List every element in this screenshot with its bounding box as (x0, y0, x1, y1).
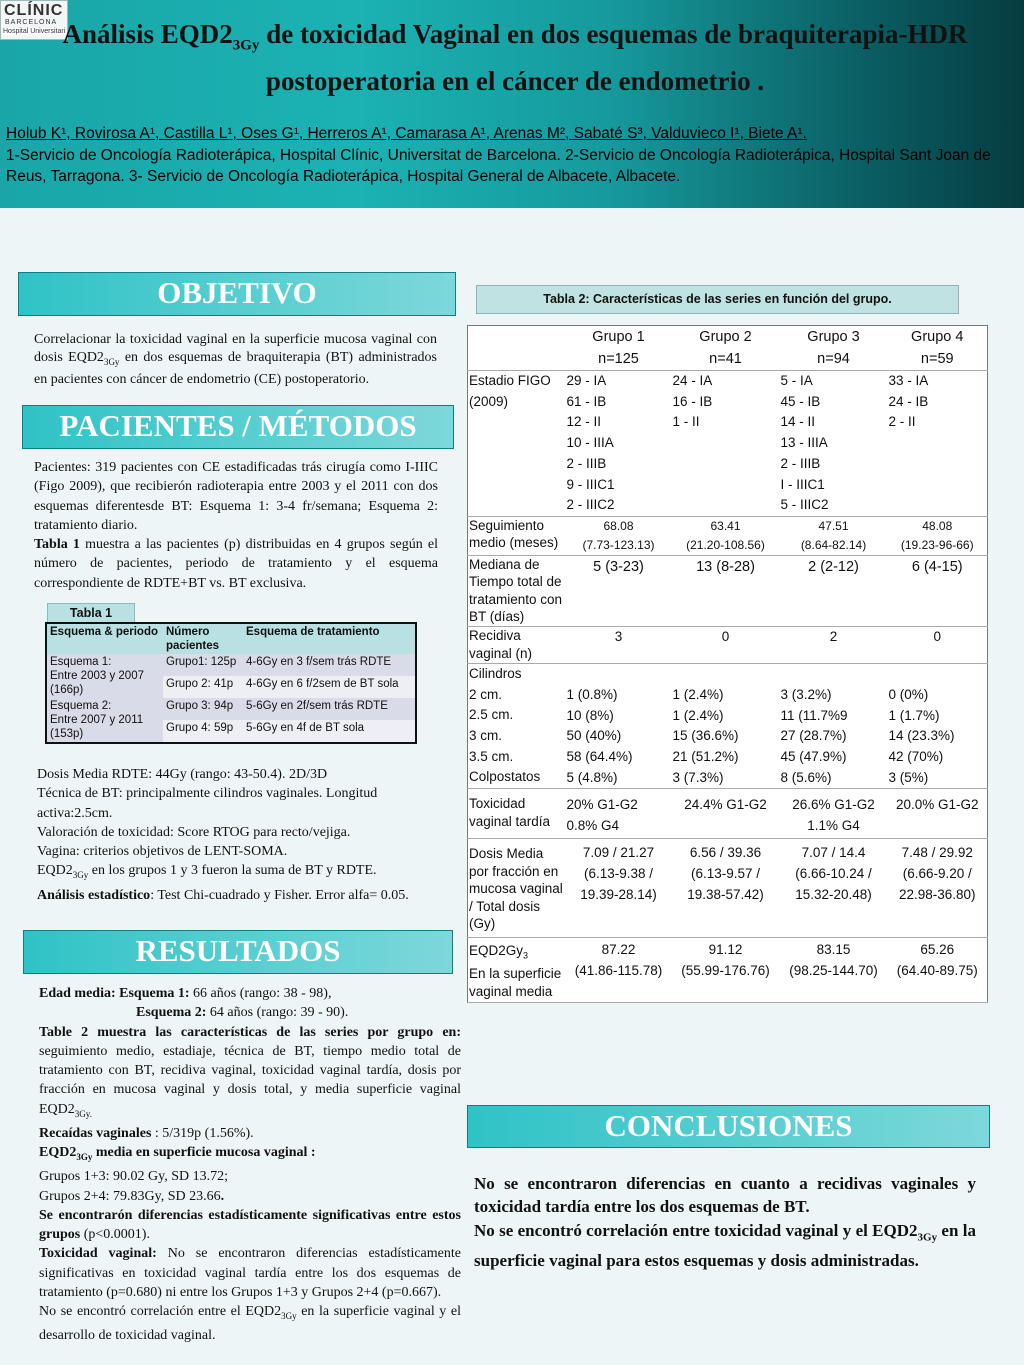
resultados-text: Edad media: Esquema 1: 66 años (rango: 38 - 98), Esquema 2: 64 años (rango: 39 - 90). Table 2 muestra las características de las series por grupo en: seguimiento medio, estadiaje, técnica de BT, tiempo medio total de tratamiento con BT, recidiva vaginal, toxicidad vaginal tardía, dosis por fracción en mucosa vaginal y dosis total, y media superficie vaginal $EQD2_{3Gy.}$ Recaídas vaginales : 5/319p (1.56%). $EQD2_{3Gy}$ media en superficie mucosa vaginal : Grupos 1+3: 90.02 Gy, SD 13.72; Grupos 2+4: 79.83Gy, SD 23.66. Se encontrarón diferencias estadísticamente significativas entre estos grupos (p<0.0001). Toxicidad vaginal: No se encontraron diferencias estadísticamente significativas en toxicidad vaginal tardía entre los dos esquemas de tratamiento (p=0.680) ni entre los Grupos 1+3 y Grupos 2+4 (p=0.667). No se encontró correlación entre el $EQD2_{3Gy}$ en la superficie vaginal y el desarrollo de toxicidad vaginal. (39, 986, 461, 1344)
row-label (468, 371, 566, 517)
cell-line: 5 - IA (780, 373, 813, 388)
cell (566, 937, 672, 1002)
objetivo-text: Correlacionar la toxicidad vaginal en la superficie mucosa vaginal con dosis $EQD2_{3Gy}$ en dos esquemas de braquiterapia (BT) administrados en pacientes con cáncer de endometrio (CE) postoperatorio. (34, 332, 437, 387)
cell: 13 (8-28) (672, 555, 780, 626)
table-row (468, 516, 988, 555)
cell-line: 48.08 (922, 518, 953, 533)
header-cell: Esquema & periodo (46, 623, 163, 654)
cell (888, 663, 988, 789)
poster-title: Análisis $EQD2_{3Gy}$ de toxicidad Vaginal en dos esquemas de braquiterapia-HDR postoperatoria en el cáncer de endometrio . (62, 19, 968, 97)
authors-block (6, 123, 1021, 188)
resultados-heading: RESULTADOS (23, 930, 453, 974)
cell-line: 33 - IA (888, 373, 929, 388)
cell-line: 58 (64.4%) (566, 749, 633, 765)
logo-sub: BARCELONA (5, 19, 58, 26)
cell: 2 (780, 626, 888, 663)
cell-line: 20.0% G1-G2 (895, 797, 979, 813)
cell: 3 (566, 626, 672, 663)
cell-line: n=59 (920, 351, 954, 367)
cell: 0 (888, 626, 988, 663)
group-header (672, 326, 780, 371)
cell-line: 14 - II (780, 414, 816, 430)
cell (888, 937, 988, 1002)
cell-line: n=41 (709, 351, 742, 367)
table-row (468, 371, 988, 517)
cell-line: 45 (47.9%) (780, 749, 847, 765)
cell-line: (2009) (469, 393, 509, 409)
cell (780, 839, 888, 938)
table-row (46, 698, 416, 720)
cell-line: 87.22 (601, 941, 636, 957)
table-row (468, 937, 988, 1002)
cell-line: 9 - IIIC1 (566, 476, 615, 492)
metodos-heading: PACIENTES / MÉTODOS (22, 405, 454, 449)
cell (672, 937, 780, 1002)
cell-line: n=125 (598, 351, 639, 367)
cell-line: 68.08 (603, 518, 634, 533)
cell-line: Grupo 4 (911, 329, 964, 345)
cell (888, 371, 988, 517)
row-label: Seguimiento medio (meses) (468, 516, 566, 555)
table-row (468, 663, 988, 789)
cell-line: 1 - II (672, 414, 700, 430)
metodos-text: Pacientes: 319 pacientes con CE estadificadas trás cirugía como I-IIIC (Figo 2009), que recibierón radioterapia entre 2003 y el 2011 con dos esquemas diferentesde BT: Esquema 1: 3-4 fr/semana; Esquema 2: tratamiento diario. Tabla 1 muestra a las pacientes (p) distribuidas en 4 grupos según el número de pacientes, periodo de tratamiento y el esquema correspondiente de RDTE+BT vs. BT exclusiva. (34, 460, 438, 591)
cell: 4-6Gy en 3 f/sem trás RDTE (243, 654, 416, 676)
cell: Grupo 2: 41p (163, 676, 243, 698)
cell-line: 42 (70%) (888, 749, 944, 765)
cell (566, 516, 672, 555)
cell (672, 789, 780, 839)
cell (780, 663, 888, 789)
cell: Grupo 4: 59p (163, 720, 243, 743)
cell-line: 50 (40%) (566, 728, 622, 744)
table-row (468, 789, 988, 839)
cell-line: 2 cm. (469, 686, 503, 702)
cell-line: 24 - IA (672, 373, 713, 388)
cell-line: 1 (0.8%) (566, 686, 618, 702)
cell-line: 15.32-20.48) (795, 886, 872, 902)
header-cell: Número pacientes (163, 623, 243, 654)
cell-line: 1.1% G4 (807, 818, 860, 834)
cell (888, 516, 988, 555)
metodos-details: Dosis Media RDTE: 44Gy (rango: 43-50.4). 2D/3D Técnica de BT: principalmente cilindros vaginales. Longitud activa:2.5cm. Valoración de toxicidad: Score RTOG para recto/vejiga. Vagina: criterios objetivos de LENT-SOMA. $EQD2_{3Gy}$ en los grupos 1 y 3 fueron la suma de BT y RDTE. Análisis estadístico: Test Chi-cuadrado y Fisher. Error alfa= 0.05. (37, 767, 409, 903)
cell-line: 2 - IIIB (566, 455, 607, 471)
cell-line: 16 - IB (672, 393, 713, 409)
cell-line: 2 - IIIC2 (566, 497, 615, 513)
objetivo-heading: OBJETIVO (18, 272, 456, 316)
conclusiones-heading: CONCLUSIONES (467, 1105, 990, 1148)
cell-line: 1 (1.7%) (888, 707, 940, 723)
cell: Esquema 2: Entre 2007 y 2011 (153p) (46, 698, 163, 743)
cell-line: 0.8% G4 (566, 818, 620, 834)
header-cell: Esquema de tratamiento (243, 623, 416, 654)
cell-line: En la superficie vaginal media (469, 966, 562, 999)
tabla2 (467, 325, 988, 1003)
cell (566, 789, 672, 839)
cell (888, 839, 988, 938)
cell: 2 (2-12) (780, 555, 888, 626)
row-label (468, 663, 566, 789)
cell-line: 6.56 / 39.36 (689, 845, 762, 861)
cell-line: 47.51 (818, 518, 849, 533)
cell-line: 22.98-36.80) (898, 886, 976, 902)
tabla1-caption: Tabla 1 (47, 603, 135, 624)
cell-line: 3 (3.2%) (780, 686, 832, 702)
cell-text: 3 (523, 950, 529, 961)
cell-line: n=94 (817, 351, 850, 367)
conclusiones-text: No se encontraron diferencias en cuanto a recidivas vaginales y toxicidad tardía entre los dos esquemas de BT. No se encontró correlación entre toxicidad vaginal y el $EQD2_{3Gy}$ en la superficie vaginal para estos esquemas y dosis administradas. (474, 1174, 976, 1271)
cell-line: 1 (2.4%) (672, 686, 724, 702)
cell-line: (6.13-9.38 / (583, 866, 654, 882)
cell-line: 19.38-57.42) (687, 886, 764, 902)
cell-line: (55.99-176.76) (681, 962, 770, 978)
cell-text: EQD2Gy (469, 942, 524, 958)
cell: 5 (3-23) (566, 555, 672, 626)
cell (888, 789, 988, 839)
cell-line: 63.41 (710, 518, 741, 533)
cell: 4-6Gy en 6 f/2sem de BT sola (243, 676, 416, 698)
cell-line: Grupo 1 (592, 329, 645, 345)
cell: 5-6Gy en 2f/sem trás RDTE (243, 698, 416, 720)
cell-line: 24.4% G1-G2 (684, 797, 767, 813)
table-row (468, 626, 988, 663)
cell (566, 371, 672, 517)
cell: Grupo 3: 94p (163, 698, 243, 720)
cell (566, 663, 672, 789)
cell-line: 19.39-28.14) (580, 886, 657, 902)
group-header (780, 326, 888, 371)
cell-line: 21 (51.2%) (672, 749, 739, 765)
cell (566, 839, 672, 938)
cell-line: (6.66-9.20 / (902, 866, 972, 882)
cell-line: (8.64-82.14) (800, 537, 867, 552)
cell (780, 516, 888, 555)
tabla1 (45, 622, 417, 744)
cell-line: (41.86-115.78) (574, 962, 663, 978)
logo-line: Hospital Universitari (3, 28, 66, 35)
cell-line: 20% G1-G2 (566, 797, 638, 813)
cell-line: Estadio FIGO (469, 373, 551, 388)
cell-line: 2 - II (888, 414, 916, 430)
cell-line: 3 (5%) (888, 769, 929, 785)
cell: 0 (672, 626, 780, 663)
cell-line: 3.5 cm. (469, 748, 514, 764)
cell-line: (98.25-144.70) (789, 962, 878, 978)
cell-line: 8 (5.6%) (780, 769, 832, 785)
cell-line: (6.66-10.24 / (795, 866, 872, 882)
table-row (46, 623, 416, 654)
cell-line: 1 (2.4%) (672, 707, 724, 723)
cell (780, 371, 888, 517)
row-label: Toxicidad vaginal tardía (468, 789, 566, 839)
cell: 6 (4-15) (888, 555, 988, 626)
cell-line: 7.07 / 14.4 (801, 845, 866, 861)
row-label (468, 937, 566, 1002)
cell-line: I - IIIC1 (780, 476, 825, 492)
cell-line: 13 - IIIA (780, 435, 828, 451)
cell-line: 5 - IIIC2 (780, 497, 829, 513)
cell-line: 27 (28.7%) (780, 728, 847, 744)
affiliations: 1-Servicio de Oncología Radioterápica, Hospital Clínic, Universitat de Barcelona. 2-Servicio de Oncología Radioterápica, Hospital Sant Joan de Reus, Tarragona. 3- Servicio de Oncología Radioterápica, Hospital General de Albacete, Albacete. (6, 146, 991, 185)
table-row (46, 654, 416, 676)
row-label: Recidiva vaginal (n) (468, 626, 566, 663)
cell-line: 7.09 / 21.27 (582, 845, 655, 861)
cell-line: (64.40-89.75) (896, 962, 978, 978)
cell: 5-6Gy en 4f de BT sola (243, 720, 416, 743)
cell-line: 29 - IA (566, 373, 607, 388)
cell-line: 14 (23.3%) (888, 728, 955, 744)
cell-line: 0 (0%) (888, 686, 929, 702)
cell-line: 65.26 (920, 941, 955, 957)
cell-line: 61 - IB (566, 393, 607, 409)
cell-line: 3 cm. (469, 728, 503, 744)
cell-line: 2.5 cm. (469, 707, 514, 723)
author-list: Holub K¹, Rovirosa A¹, Castilla L¹, Oses G¹, Herreros A¹, Camarasa A¹, Arenas M², Sabaté S³, Valduvieco I¹, Biete A¹. (6, 125, 807, 142)
cell-line: 5 (4.8%) (566, 769, 618, 785)
cell-line: 26.6% G1-G2 (792, 797, 875, 813)
cell-line: Grupo 3 (807, 329, 860, 345)
cell-line: 83.15 (816, 941, 851, 957)
cell-line: (19.23-96-66) (900, 537, 974, 552)
header-banner (0, 0, 1024, 208)
group-header (566, 326, 672, 371)
cell (468, 326, 566, 371)
table-row (468, 839, 988, 938)
row-label: Mediana de Tiempo total de tratamiento con BT (días) (468, 555, 566, 626)
cell-line: 12 - II (566, 414, 602, 430)
cell-line: 10 (8%) (566, 707, 614, 723)
cell-line: 45 - IB (780, 393, 821, 409)
cell: Esquema 1: Entre 2003 y 2007 (166p) (46, 654, 163, 698)
group-header (888, 326, 988, 371)
cell-line: 3 (7.3%) (672, 769, 724, 785)
cell-line: 10 - IIIA (566, 435, 614, 451)
cell-line: Cilindros (469, 665, 522, 681)
cell (672, 516, 780, 555)
cell-line: Grupo 2 (699, 329, 752, 345)
cell (780, 937, 888, 1002)
cell-line: 15 (36.6%) (672, 728, 739, 744)
cell-line: 91.12 (708, 941, 743, 957)
row-label: Dosis Media por fracción en mucosa vaginal / Total dosis (Gy) (468, 839, 566, 938)
cell-line: 2 - IIIB (780, 455, 821, 471)
logo-name: CLÍNIC (4, 2, 64, 19)
cell-line: (21.20-108.56) (686, 537, 765, 552)
cell: Grupo1: 125p (163, 654, 243, 676)
cell-line: 24 - IB (888, 393, 929, 409)
cell (672, 371, 780, 517)
cell-line: 11 (11.7%9 (780, 707, 848, 723)
cell-line: Colpostatos (469, 769, 541, 785)
cell (672, 839, 780, 938)
cell (780, 789, 888, 839)
cell-line: 7.48 / 29.92 (901, 845, 973, 861)
table-row (468, 555, 988, 626)
tabla2-caption: Tabla 2: Características de las series en función del grupo. (476, 285, 959, 314)
cell-line: (7.73-123.13) (582, 537, 655, 552)
cell (672, 663, 780, 789)
cell-line: (6.13-9.57 / (690, 866, 761, 882)
table-row (468, 326, 988, 371)
